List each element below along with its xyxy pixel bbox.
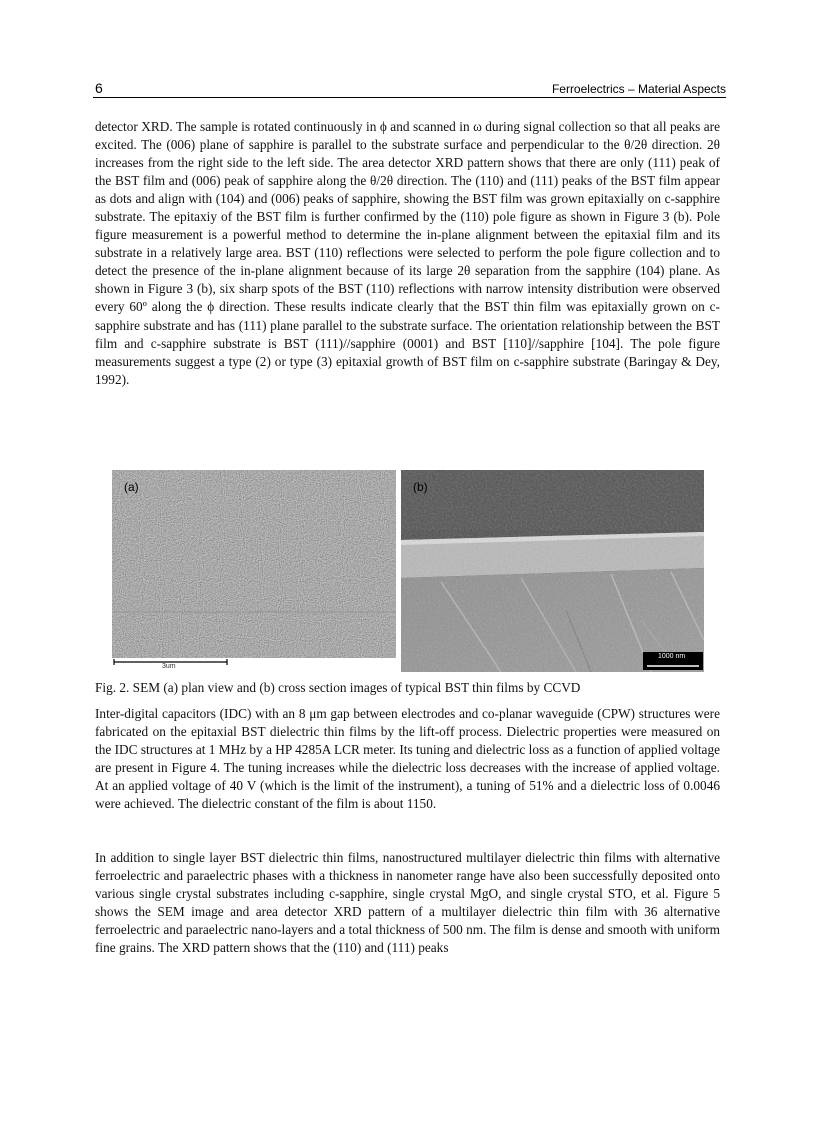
sem-cross-section-image (401, 470, 704, 672)
scale-bar-b: 1000 nm (658, 653, 686, 660)
panel-label-a: (a) (124, 480, 139, 494)
body-paragraph-1: detector XRD. The sample is rotated continuously in ϕ and scanned in ω during signal collection so that all peaks are excited. The (006) plane of sapphire is parallel to the substrate surface and perpendicular to the θ/2θ direction. 2θ increases from the right side to the left side. The area detector XRD pattern shows that there are only (111) peak of the BST film and (006) peak of sapphire along the θ/2θ direction. The (110) and (111) peaks of the BST film appear as dots and align with (104) and (006) peaks of sapphire, showing the BST film was grown epitaxially on c-sapphire substrate. The epitaxiy of the BST film is further confirmed by the (110) pole figure as shown in Figure 3 (b). Pole figure measurement is a powerful method to determine the in-plane alignment between the epitaxial film and its substrate in a relatively large area. BST (110) reflections were selected to perform the pole figure collection and to detect the presence of the in-plane alignment because of its large 2θ separation from the sapphire (104) plane. As shown in Figure 3 (b), six sharp spots of the BST (110) reflections with narrow intensity distribution were observed every 60º along the ϕ direction. These results indicate clearly that the BST thin film was epitaxially grown on c-sapphire substrate and has (111) plane parallel to the substrate surface. The orientation relationship between the BST film and c-sapphire substrate is BST (111)//sapphire (0001) and BST [110]//sapphire [104]. The pole figure measurements suggest a type (2) or type (3) epitaxial growth of BST film on c-sapphire substrate (Baringay & Dey, 1992). (95, 119, 720, 387)
panel-label-b: (b) (413, 480, 428, 494)
body-paragraph-2: Inter-digital capacitors (IDC) with an 8 μm gap between electrodes and co-planar waveguide (CPW) structures were fabricated on the epitaxial BST dielectric thin films by the lift-off process. Dielectric properties were measured on the IDC structures at 1 MHz by a HP 4285A LCR meter. Its tuning and dielectric loss as a function of applied voltage are present in Figure 4. The tuning increases while the dielectric loss decreases with the increase of applied voltage. At an applied voltage of 40 V (which is the limit of the instrument), a tuning of 51% and a dielectric loss of 0.0046 were achieved. The dielectric constant of the film is about 1150. (95, 706, 720, 812)
running-title: Ferroelectrics – Material Aspects (551, 82, 726, 96)
figure-sem (112, 470, 704, 672)
figure-caption: Fig. 2. SEM (a) plan view and (b) cross section images of typical BST thin films by CCVD (95, 680, 581, 695)
sem-plan-view-image (112, 470, 396, 672)
page-number: 6 (95, 80, 103, 96)
scale-bar-a: 3um (162, 663, 176, 670)
body-paragraph-3: In addition to single layer BST dielectric thin films, nanostructured multilayer dielectric thin films with alternative ferroelectric and paraelectric phases with a thickness in nanometer range have also been successfully deposited onto various single crystal substrates including c-sapphire, single crystal MgO, and single crystal STO, et al. Figure 5 shows the SEM image and area detector XRD pattern of a multilayer dielectric thin film with 36 alternative ferroelectric and paraelectric nano-layers and a total thickness of 500 nm. The film is dense and smooth with uniform fine grains. The XRD pattern shows that the (110) and (111) peaks (95, 850, 720, 956)
header-rule (93, 97, 726, 98)
